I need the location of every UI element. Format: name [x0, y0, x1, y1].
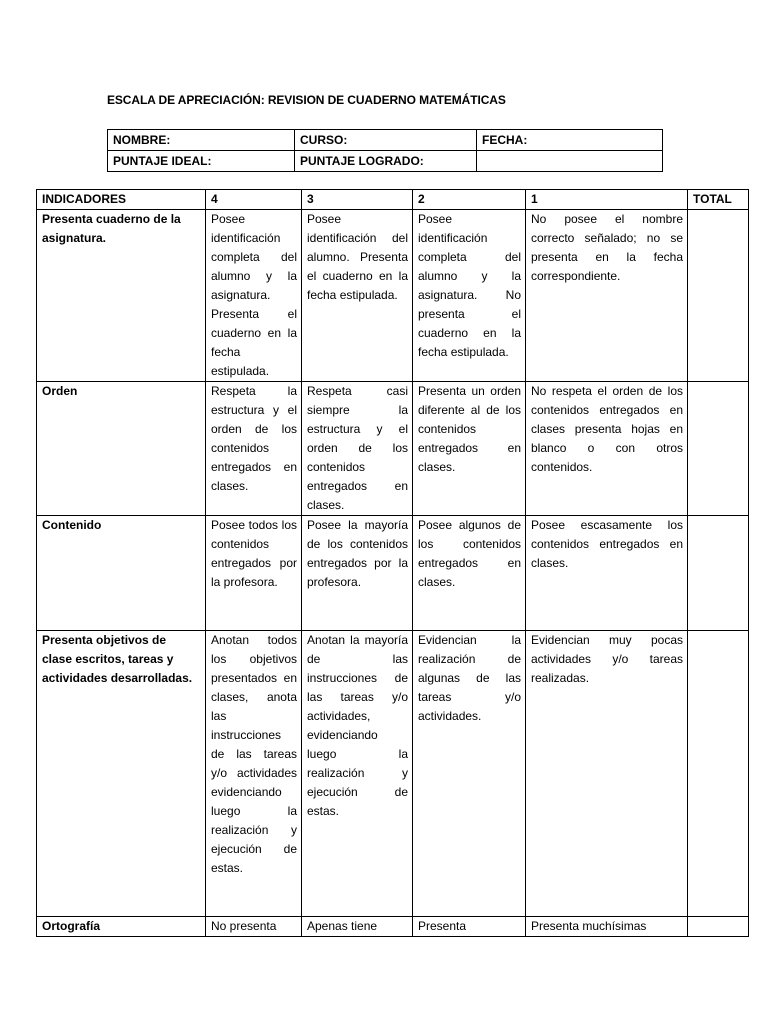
- total-cell: [688, 631, 749, 917]
- indicator-cell: Contenido: [37, 516, 206, 631]
- indicator-cell: Presenta cuaderno de la asignatura.: [37, 210, 206, 382]
- column-header-2: 2: [413, 190, 526, 210]
- rubric-header-row: [37, 190, 749, 210]
- score-2-cell: Evidencian la realización de algunas de las tareas y/o actividades.: [413, 631, 526, 917]
- score-1-cell: No posee el nombre correcto señalado; no se presenta en la fecha correspondiente.: [526, 210, 688, 382]
- student-info-table: [107, 129, 663, 172]
- score-3-cell: Posee identificación del alumno. Presenta el cuaderno en la fecha estipulada.: [302, 210, 413, 382]
- document-title: ESCALA DE APRECIACIÓN: REVISION DE CUADERNO MATEMÁTICAS: [107, 93, 506, 107]
- indicator-cell: Orden: [37, 382, 206, 516]
- nombre-label: NOMBRE:: [108, 130, 295, 151]
- column-header-4: 4: [206, 190, 302, 210]
- table-row: [37, 917, 749, 937]
- score-1-cell: Evidencian muy pocas actividades y/o tareas realizadas.: [526, 631, 688, 917]
- rubric-table: [36, 189, 749, 937]
- score-2-cell: Posee identificación completa del alumno y la asignatura. No presenta el cuaderno en la fecha estipulada.: [413, 210, 526, 382]
- table-row: [37, 210, 749, 382]
- header-row-2: [108, 151, 663, 172]
- score-2-cell: Presenta un orden diferente al de los contenidos entregados en clases.: [413, 382, 526, 516]
- column-header-3: 3: [302, 190, 413, 210]
- score-4-cell: Anotan todos los objetivos presentados en clases, anota las instrucciones de las tareas y/o actividades evidenciando luego la realización y ejecución de estas.: [206, 631, 302, 917]
- table-row: [37, 382, 749, 516]
- score-2-cell: Presenta: [413, 917, 526, 937]
- column-header-indicadores: INDICADORES: [37, 190, 206, 210]
- column-header-total: TOTAL: [688, 190, 749, 210]
- total-cell: [688, 210, 749, 382]
- score-1-cell: Presenta muchísimas: [526, 917, 688, 937]
- score-4-cell: Posee identificación completa del alumno y la asignatura. Presenta el cuaderno en la fecha estipulada.: [206, 210, 302, 382]
- score-3-cell: Anotan la mayoría de las instrucciones de las tareas y/o actividades, evidenciando luego la realización y ejecución de estas.: [302, 631, 413, 917]
- empty-cell: [477, 151, 663, 172]
- score-4-cell: Respeta la estructura y el orden de los contenidos entregados en clases.: [206, 382, 302, 516]
- curso-label: CURSO:: [295, 130, 477, 151]
- score-3-cell: Respeta casi siempre la estructura y el orden de los contenidos entregados en clases.: [302, 382, 413, 516]
- fecha-label: FECHA:: [477, 130, 663, 151]
- puntaje-ideal-label: PUNTAJE IDEAL:: [108, 151, 295, 172]
- score-3-cell: Apenas tiene: [302, 917, 413, 937]
- column-header-1: 1: [526, 190, 688, 210]
- total-cell: [688, 382, 749, 516]
- indicator-cell: Ortografía: [37, 917, 206, 937]
- score-3-cell: Posee la mayoría de los contenidos entregados por la profesora.: [302, 516, 413, 631]
- score-1-cell: Posee escasamente los contenidos entregados en clases.: [526, 516, 688, 631]
- score-1-cell: No respeta el orden de los contenidos entregados en clases presenta hojas en blanco o con otros contenidos.: [526, 382, 688, 516]
- table-row: [37, 631, 749, 917]
- total-cell: [688, 917, 749, 937]
- indicator-cell: Presenta objetivos de clase escritos, tareas y actividades desarrolladas.: [37, 631, 206, 917]
- total-cell: [688, 516, 749, 631]
- score-4-cell: No presenta: [206, 917, 302, 937]
- score-2-cell: Posee algunos de los contenidos entregados en clases.: [413, 516, 526, 631]
- puntaje-logrado-label: PUNTAJE LOGRADO:: [295, 151, 477, 172]
- header-row-1: [108, 130, 663, 151]
- table-row: [37, 516, 749, 631]
- score-4-cell: Posee todos los contenidos entregados por la profesora.: [206, 516, 302, 631]
